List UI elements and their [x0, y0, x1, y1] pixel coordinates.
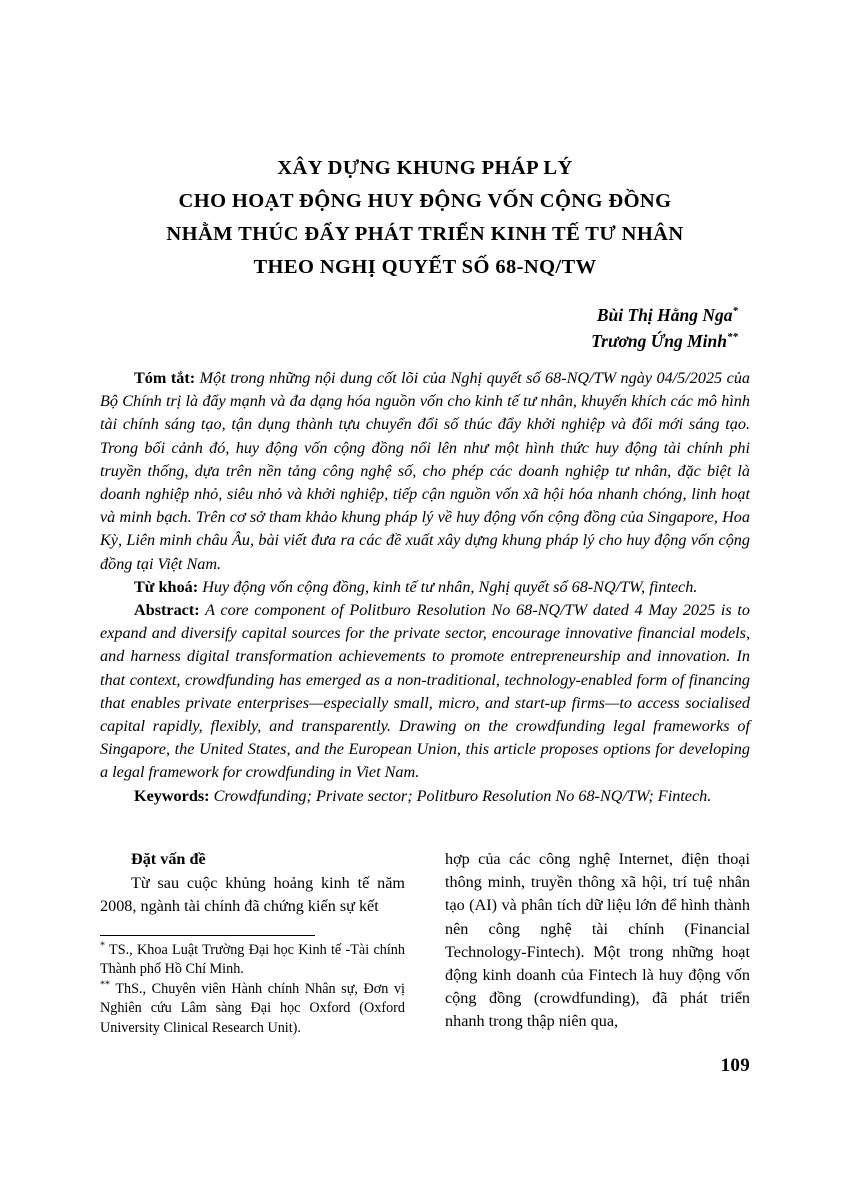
abstract-block [100, 367, 750, 808]
page-number: 109 [720, 1055, 750, 1076]
title-line-1: XÂY DỰNG KHUNG PHÁP LÝ [277, 157, 573, 179]
keywords-english-text: Crowdfunding; Private sector; Politburo Resolution No 68-NQ/TW; Fintech. [213, 786, 712, 805]
footnote-1 [100, 941, 405, 980]
keywords-vietnamese-text: Huy động vốn cộng đồng, kinh tế tư nhân, Nghị quyết số 68-NQ/TW, fintech. [202, 577, 698, 596]
footnote-2-text: ThS., Chuyên viên Hành chính Nhân sự, Đơn vị Nghiên cứu Lâm sàng Đại học Oxford (Oxford University Clinical Research Unit). [100, 980, 405, 1036]
footnote-2 [100, 980, 405, 1038]
abstract-english [100, 599, 750, 785]
title-line-2: CHO HOẠT ĐỘNG HUY ĐỘNG VỐN CỘNG ĐỒNG [178, 190, 672, 212]
author-1-footnote-marker: * [732, 305, 738, 318]
body-paragraph-left: Từ sau cuộc khủng hoảng kinh tế năm 2008, ngành tài chính đã chứng kiến sự kết [100, 874, 405, 916]
author-2-footnote-marker: ** [727, 331, 738, 344]
page-content [100, 0, 750, 808]
abstract-vietnamese-text: Một trong những nội dung cốt lõi của Nghị quyết số 68-NQ/TW ngày 04/5/2025 của Bộ Chính trị là đẩy mạnh và đa dạng hóa nguồn vốn cho kinh tế tư nhân, khuyến khích các mô hình tài chính sáng tạo, tận dụng thành tựu chuyển đổi số thúc đẩy khởi nghiệp và đổi mới sáng tạo. Trong bối cảnh đó, huy động vốn cộng đồng nổi lên như một hình thức huy động tài chính phi truyền thống, dựa trên nền tảng công nghệ số, cho phép các doanh nghiệp tư nhân, đặc biệt là doanh nghiệp nhỏ, siêu nhỏ và khởi nghiệp, tiếp cận nguồn vốn xã hội hóa nhanh chóng, linh hoạt và minh bạch. Trên cơ sở tham khảo khung pháp lý về huy động vốn cộng đồng của Singapore, Hoa Kỳ, Liên minh châu Âu, bài viết đưa ra các đề xuất xây dựng khung pháp lý cho huy động vốn cộng đồng tại Việt Nam. [100, 369, 751, 573]
abstract-english-label: Abstract: [134, 601, 200, 620]
title-line-4: THEO NGHỊ QUYẾT SỐ 68-NQ/TW [253, 256, 597, 278]
footnote-2-marker: ** [100, 979, 110, 991]
body-paragraph-right: hợp của các công nghệ Internet, điện thoại thông minh, truyền thông xã hội, trí tuệ nhân tạo (AI) và phân tích dữ liệu lớn để hình thành nên công nghệ tài chính (Financial Technology-Fintech). Một trong những hoạt động kinh doanh của Fintech là huy động vốn cộng đồng (crowdfunding), đã phát triển nhanh trong thập niên qua, [445, 850, 750, 1031]
footnote-separator-rule [100, 935, 315, 936]
section-heading-introduction: Đặt vấn đề [131, 850, 206, 868]
author-2-name: Trương Ứng Minh [591, 331, 727, 351]
author-2 [100, 328, 738, 354]
author-list [100, 302, 750, 354]
body-column-left [100, 848, 405, 918]
keywords-english-label: Keywords: [134, 786, 210, 805]
keywords-english [100, 785, 750, 808]
page-title [100, 0, 750, 284]
footnote-area [100, 935, 405, 1038]
footnote-1-text: TS., Khoa Luật Trường Đại học Kinh tế -Tài chính Thành phố Hồ Chí Minh. [100, 942, 405, 978]
body-column-right [445, 848, 750, 1034]
footnote-1-marker: * [100, 940, 105, 952]
abstract-english-text: A core component of Politburo Resolution No 68-NQ/TW dated 4 May 2025 is to expand and diversify capital sources for the private sector, encourage innovative financial models, and harness digital transformation achievements to promote entrepreneurship and innovation. In that context, crowdfunding has emerged as a non-traditional, technology-enabled form of financing that enables private enterprises—especially small, micro, and start-up firms—to access socialised capital rapidly, flexibly, and transparently. Drawing on the crowdfunding legal frameworks of Singapore, the United States, and the European Union, this article proposes options for developing a legal framework for crowdfunding in Viet Nam. [100, 601, 750, 782]
abstract-vietnamese [100, 367, 750, 576]
keywords-vietnamese-label: Từ khoá: [134, 577, 199, 596]
author-1 [100, 302, 738, 328]
author-1-name: Bùi Thị Hằng Nga [596, 305, 733, 325]
title-line-3: NHẰM THÚC ĐẨY PHÁT TRIỂN KINH TẾ TƯ NHÂN [166, 223, 684, 245]
abstract-vietnamese-label: Tóm tắt: [134, 369, 196, 387]
keywords-vietnamese [100, 576, 750, 599]
